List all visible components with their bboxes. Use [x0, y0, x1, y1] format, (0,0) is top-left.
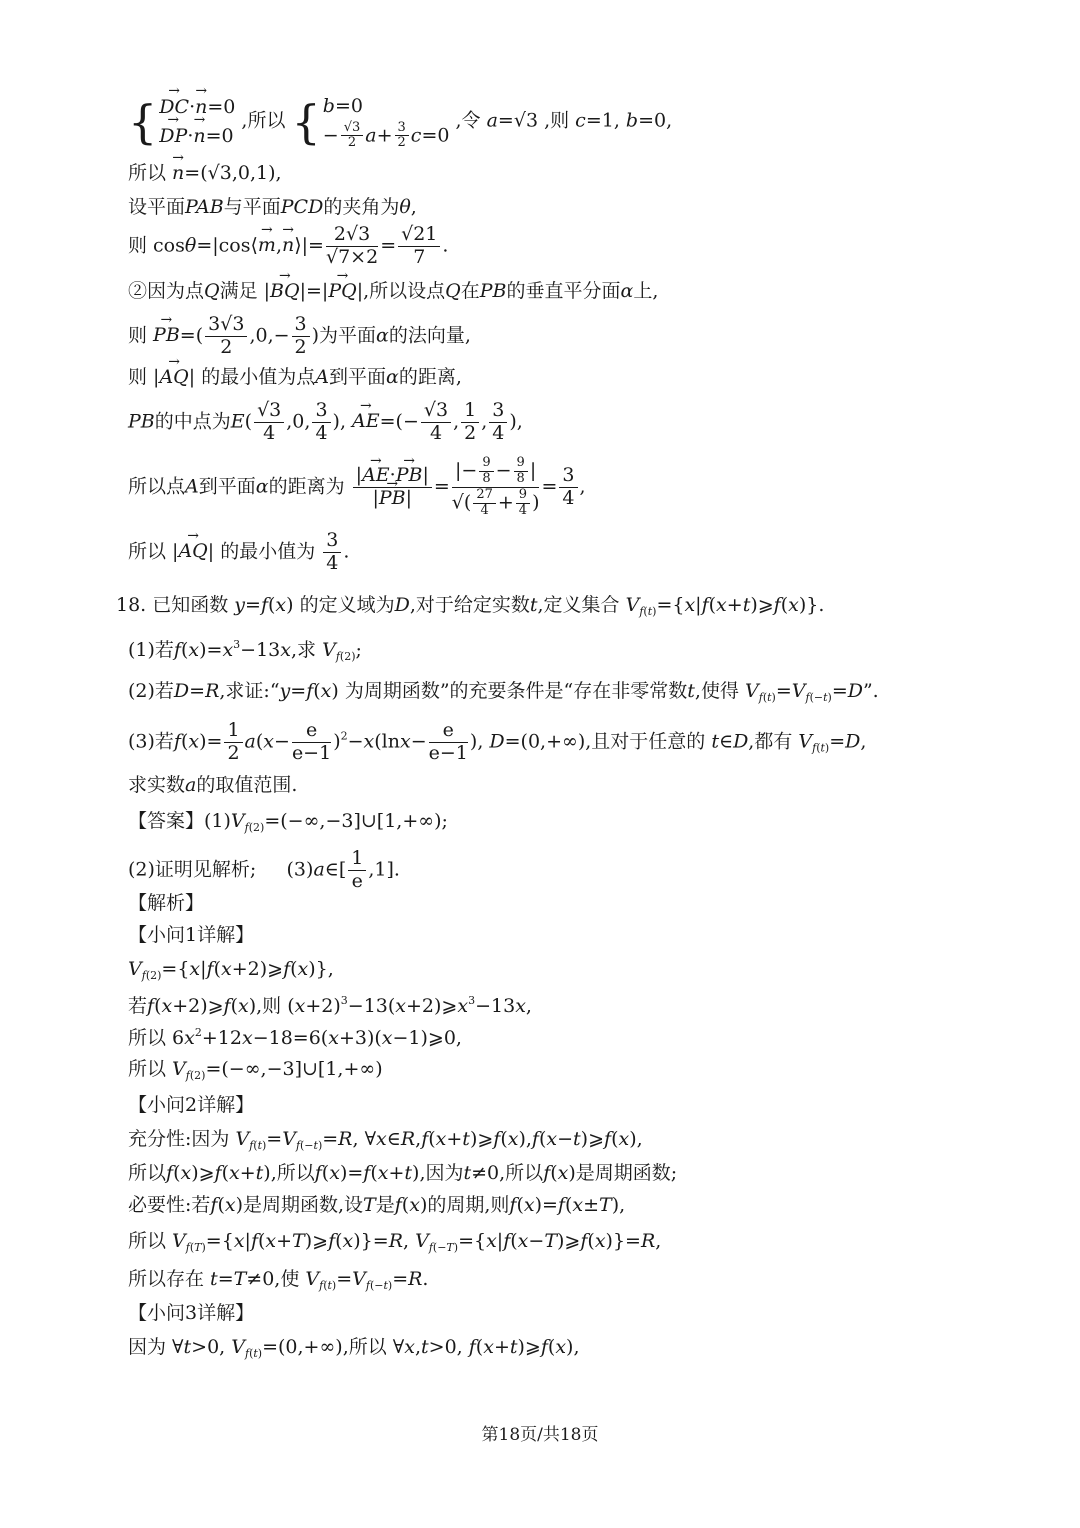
- subquestion-1-heading: 【小问1详解】: [128, 924, 255, 946]
- subquestion-3-heading: 【小问3详解】: [128, 1302, 255, 1324]
- solution-line-6: 则 → PB=( $\frac{3√3}{2}$ ,0,− $\frac{3}{2}$ )为平面α的法向量,: [128, 314, 471, 359]
- solution-line-9: 所以点A到平面α的距离为 $\frac{|\to AE\cdot\to PB|}{|\to PB|}$ = |− $\frac{9}{8}$ − $\frac{9}{8}$ | √( $\frac{27}{4}$ + $\frac{9}{4}$ ) = $\frac{3}{4}$ ,: [128, 456, 586, 519]
- subquestion-2-heading: 【小问2详解】: [128, 1094, 255, 1116]
- sub3-line-1: 因为 ∀t>0, $V_{f(t)}=(0,+\infty)$,所以 ∀x,t>0, f(x+t)⩾f(x),: [128, 1336, 580, 1360]
- page-footer: 第18页/共18页: [481, 1425, 599, 1445]
- sub1-line-2: 若f(x+2)⩾f(x),则 $(x+2)^3-13(x+2)⩾x^3-13x$,: [128, 994, 532, 1017]
- analysis-heading: 【解析】: [128, 892, 205, 914]
- solution-line-2: 所以 → n=(√3,0,1),: [128, 162, 282, 185]
- question-18-part-1: (1)若$f(x)=x^3-13x$,求 $V_{f(2)}$;: [128, 638, 362, 663]
- solution-line-1: { → DC·→ n=0 → DP·→ n=0 ,所以 { b=0 − $\frac{√3}{2}$ a+ $\frac{3}{2}$ c=0 ,令 a=√3 ,则 c=1, b=0,: [128, 92, 672, 151]
- question-18-part-3-cont: 求实数a的取值范围.: [128, 774, 298, 796]
- sub2-line-2: 所以f(x)⩾f(x+t),所以f(x)=f(x+t),因为t≠0,所以f(x)是周期函数;: [128, 1162, 678, 1184]
- sub2-line-4: 所以 $V_{f(T)}=\{x|f(x+T)⩾f(x)\}=R$, $V_{f(-T)}=\{x|f(x-T)⩾f(x)\}=R$,: [128, 1230, 662, 1254]
- solution-line-10: 所以 |→ AQ| 的最小值为 $\frac{3}{4}$ .: [128, 530, 349, 575]
- question-18-part-3: (3)若f(x)= $\frac{1}{2}$ a(x− $\frac{e}{e-1}$ )$^2$−x(lnx− $\frac{e}{e-1}$ ), D=(0,+∞),且对于任意的 t∈D,都有 $V_{f(t)}=D$,: [128, 719, 867, 764]
- question-18-stem: 18. 已知函数 y=f(x) 的定义域为D,对于给定实数t,定义集合 $V_{f(t)}=\{x|f(x+t)⩾f(x)\}$.: [116, 594, 825, 618]
- answer-line-1: 【答案】$(1)V_{f(2)}=(-\infty,-3]\cup[1,+\infty)$;: [128, 810, 448, 834]
- answer-line-2: (2)证明见解析; (3)a∈[ $\frac{1}{e}$ ,1].: [128, 847, 400, 892]
- solution-line-8: PB的中点为E( $\frac{√3}{4}$ ,0, $\frac{3}{4}$ ), → AE=(− $\frac{√3}{4}$ , $\frac{1}{2}$ , $\frac{3}{4}$ ),: [128, 400, 523, 445]
- question-18-part-2: (2)若D=R,求证:“y=f(x) 为周期函数”的充要条件是“存在非零常数t,使得 $V_{f(t)}=V_{f(-t)}=D$”.: [128, 680, 879, 704]
- sub2-line-3: 必要性:若f(x)是周期函数,设T是f(x)的周期,则f(x)=f(x±T),: [128, 1194, 626, 1216]
- solution-line-3: 设平面PAB与平面PCD的夹角为θ,: [128, 196, 417, 218]
- sub1-line-4: 所以 $V_{f(2)}=(-\infty,-3]\cup[1,+\infty)$: [128, 1058, 383, 1082]
- sub2-line-1: 充分性:因为 $V_{f(t)}=V_{f(-t)}=R$, ∀x∈R,f(x+t)⩾f(x),f(x−t)⩾f(x),: [128, 1128, 643, 1152]
- sub1-line-1: $V_{f(2)}=\{x|f(x+2)⩾f(x)\}$,: [128, 958, 334, 982]
- solution-line-4: 则 cosθ=|cos⟨→ m,→ n⟩|= $\frac{2√3}{√7\times 2}$ = $\frac{√21}{7}$ .: [128, 224, 448, 269]
- solution-line-7: 则 |→ AQ| 的最小值为点A到平面α的距离,: [128, 366, 462, 389]
- solution-line-5: ②因为点Q满足 |→ BQ|=|→ PQ|,所以设点Q在PB的垂直平分面α上,: [128, 280, 658, 303]
- sub1-line-3: 所以 $6x^2+12x-18=6(x+3)(x-1)⩾0$,: [128, 1026, 462, 1049]
- sub2-line-5: 所以存在 t=T≠0,使 $V_{f(t)}=V_{f(-t)}=R$.: [128, 1268, 429, 1292]
